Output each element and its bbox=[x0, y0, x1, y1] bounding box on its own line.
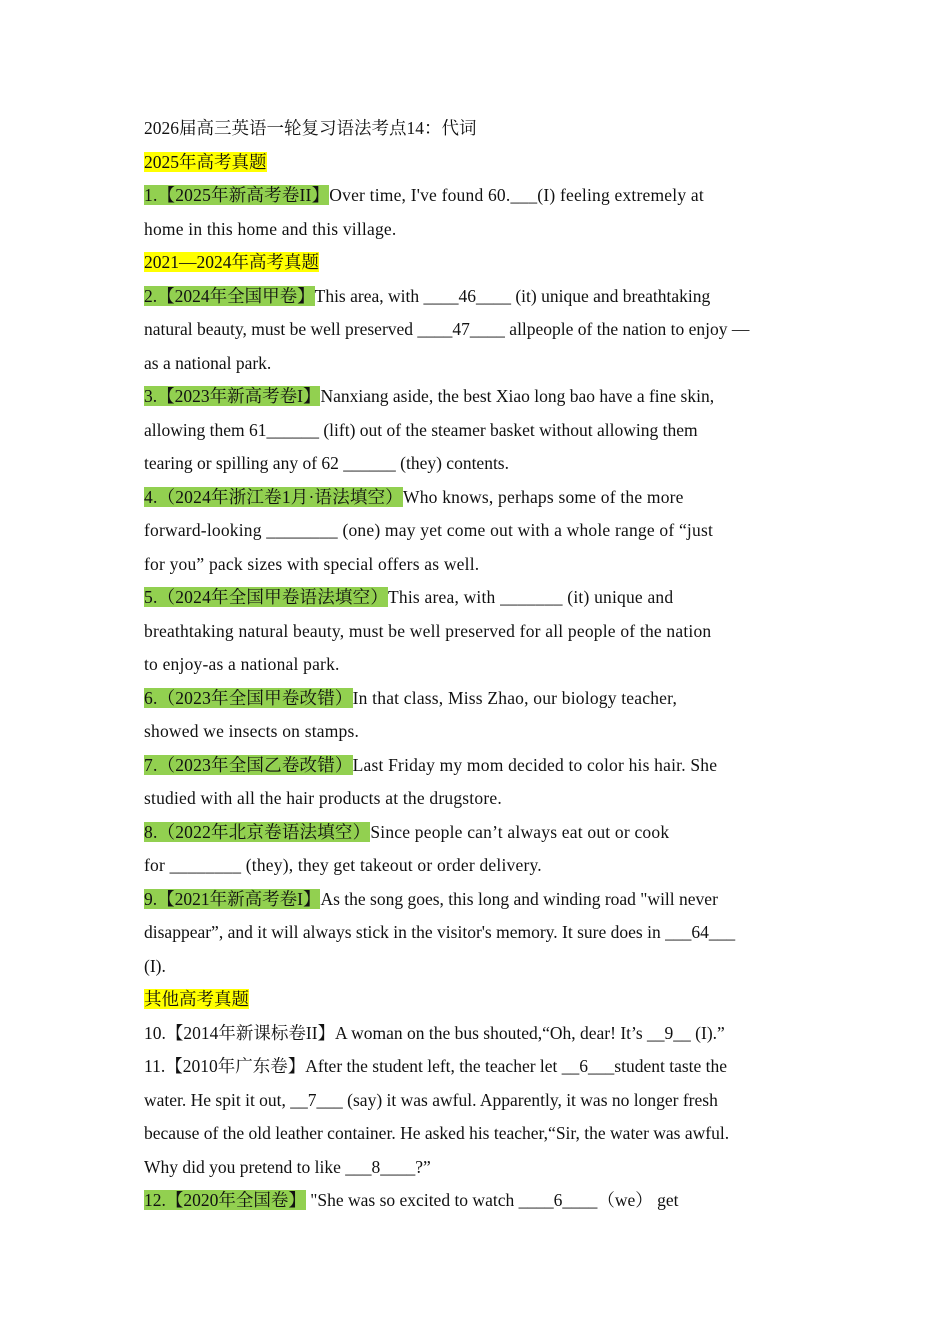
question-6-line-2: showed we insects on stamps. bbox=[144, 721, 360, 741]
question-2-line-2: natural beauty, must be well preserved ____47____ allpeople of the nation to enjoy — bbox=[144, 319, 750, 339]
question-5-line-3: to enjoy-as a national park. bbox=[144, 654, 340, 674]
question-12-source-tag: 12.【2020年全国卷】 bbox=[144, 1190, 306, 1210]
question-4: 4.（2024年浙江卷1月·语法填空）Who knows, perhaps some of the more bbox=[144, 486, 684, 507]
section-heading-2021-2024: 2021—2024年高考真题 bbox=[144, 252, 319, 272]
question-7: 7.（2023年全国乙卷改错）Last Friday my mom decided to color his hair. She bbox=[144, 754, 718, 775]
question-4-line-2: forward-looking ________ (one) may yet come out with a whole range of “just bbox=[144, 520, 714, 540]
question-2: 2.【2024年全国甲卷】This area, with ____46____ (it) unique and breathtaking bbox=[144, 285, 711, 306]
section-heading-other: 其他高考真题 bbox=[144, 989, 249, 1009]
question-9: 9.【2021年新高考卷I】As the song goes, this long and winding road "will never bbox=[144, 888, 718, 909]
question-11-line-2: water. He spit it out, __7___ (say) it was awful. Apparently, it was no longer fresh bbox=[144, 1089, 718, 1110]
question-11-line-4: Why did you pretend to like ___8____?” bbox=[144, 1156, 431, 1177]
question-1-line-2: home in this home and this village. bbox=[144, 218, 397, 239]
question-3: 3.【2023年新高考卷I】Nanxiang aside, the best Xiao long bao have a fine skin, bbox=[144, 386, 715, 406]
question-11: 11.【2010年广东卷】After the student left, the teacher let __6___student taste the bbox=[144, 1056, 728, 1076]
question-11-line-3: because of the old leather container. He asked his teacher,“Sir, the water was awful. bbox=[144, 1123, 730, 1143]
document-page bbox=[144, 112, 812, 1218]
question-4-source-tag: 4.（2024年浙江卷1月·语法填空） bbox=[144, 486, 404, 507]
question-5-line-2: breathtaking natural beauty, must be well preserved for all people of the nation bbox=[144, 620, 712, 641]
question-3-line-2: allowing them 61______ (lift) out of the steamer basket without allowing them bbox=[144, 419, 698, 440]
question-9-source-tag: 9.【2021年新高考卷I】 bbox=[144, 888, 321, 909]
question-12: 12.【2020年全国卷】 "She was so excited to watch ____6____（we） get bbox=[144, 1190, 679, 1210]
question-2-line-3: as a national park. bbox=[144, 352, 272, 373]
question-6: 6.（2023年全国甲卷改错）In that class, Miss Zhao, our biology teacher, bbox=[144, 687, 678, 708]
question-8-source-tag: 8.（2022年北京卷语法填空） bbox=[144, 821, 371, 842]
document-title: 2026届高三英语一轮复习语法考点14：代词 bbox=[144, 118, 477, 138]
question-3-source-tag: 3.【2023年新高考卷I】 bbox=[144, 386, 321, 406]
question-5: 5.（2024年全国甲卷语法填空）This area, with _______ (it) unique and bbox=[144, 587, 674, 607]
question-9-line-3: (I). bbox=[144, 955, 166, 976]
question-5-source-tag: 5.（2024年全国甲卷语法填空） bbox=[144, 587, 389, 607]
question-8-line-2: for ________ (they), they get takeout or order delivery. bbox=[144, 855, 542, 875]
question-4-line-3: for you” pack sizes with special offers as well. bbox=[144, 553, 480, 574]
question-3-line-3: tearing or spilling any of 62 ______ (they) contents. bbox=[144, 453, 509, 473]
section-heading-2025: 2025年高考真题 bbox=[144, 151, 267, 172]
question-10: 10.【2014年新课标卷II】A woman on the bus shouted,“Oh, dear! It’s __9__ (I).” bbox=[144, 1022, 725, 1043]
question-7-line-2: studied with all the hair products at the drugstore. bbox=[144, 788, 502, 808]
question-1: 1.【2025年新高考卷II】Over time, I've found 60.___(I) feeling extremely at bbox=[144, 185, 704, 205]
question-1-source-tag: 1.【2025年新高考卷II】 bbox=[144, 185, 330, 205]
question-8: 8.（2022年北京卷语法填空）Since people can’t always eat out or cook bbox=[144, 821, 670, 842]
question-9-line-2: disappear”, and it will always stick in the visitor's memory. It sure does in ___64___ bbox=[144, 922, 736, 942]
question-2-source-tag: 2.【2024年全国甲卷】 bbox=[144, 285, 315, 306]
question-7-source-tag: 7.（2023年全国乙卷改错） bbox=[144, 754, 353, 775]
question-6-source-tag: 6.（2023年全国甲卷改错） bbox=[144, 687, 353, 708]
